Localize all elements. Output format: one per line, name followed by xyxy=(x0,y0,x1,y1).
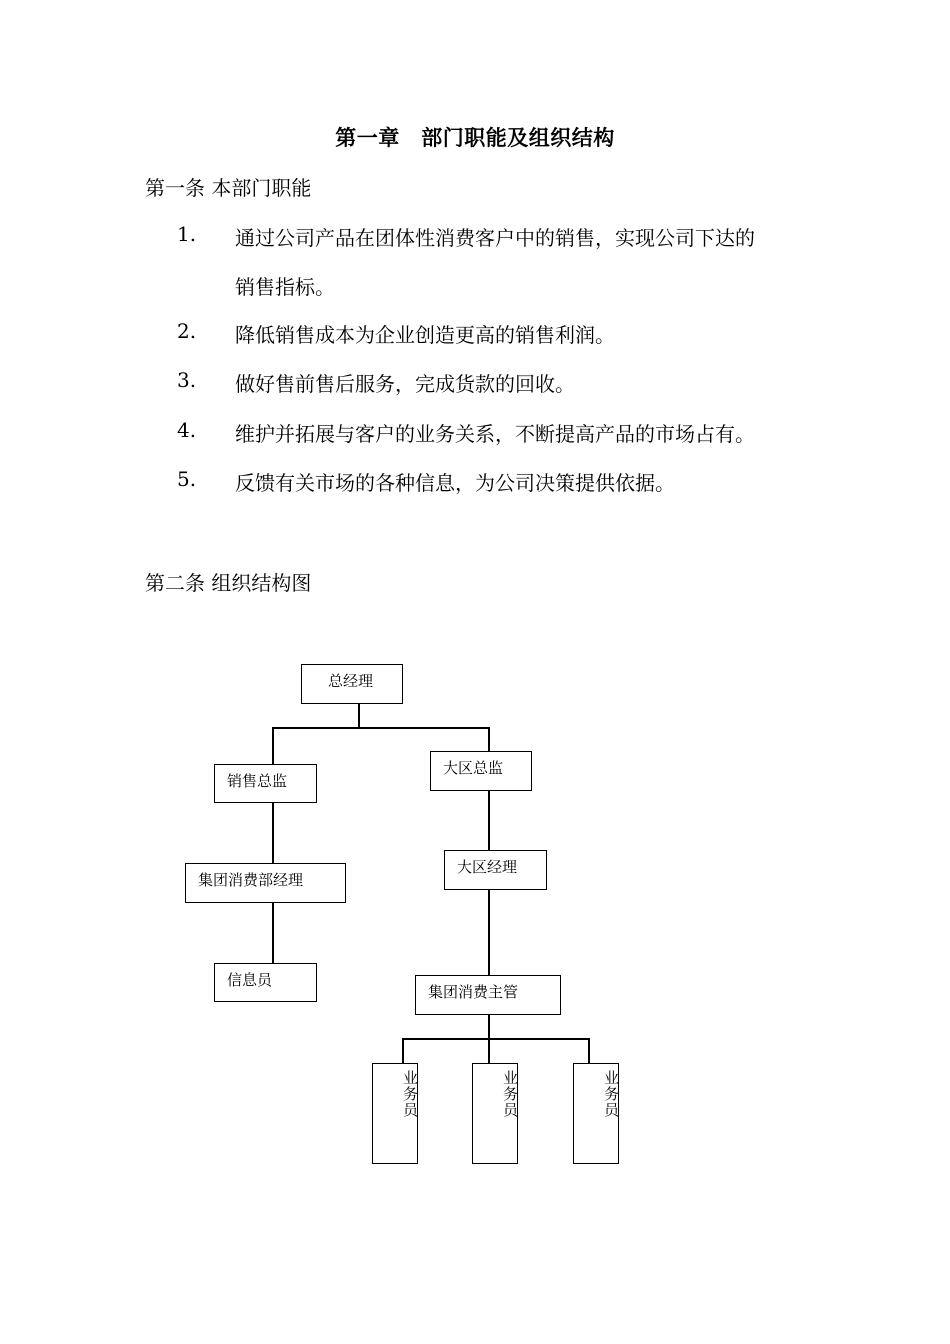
org-node-label: 业务员 xyxy=(602,1070,620,1118)
connector-line xyxy=(402,1038,404,1064)
connector-line xyxy=(358,703,360,728)
org-node-label: 业务员 xyxy=(501,1070,519,1118)
item-2-text: 降低销售成本为企业创造更高的销售利润。 xyxy=(235,323,615,347)
org-node-salesperson-3 xyxy=(573,1063,619,1164)
item-1-number: 1. xyxy=(177,222,197,246)
org-node-label: 大区总监 xyxy=(443,759,504,777)
connector-line xyxy=(272,727,274,765)
org-node-label: 集团消费部经理 xyxy=(198,871,304,889)
item-1-text: 通过公司产品在团体性消费客户中的销售，实现公司下达的 xyxy=(235,226,755,250)
connector-line xyxy=(488,790,490,851)
org-node-label: 大区经理 xyxy=(457,858,518,876)
item-5-number: 5. xyxy=(177,467,197,491)
org-node-region-director xyxy=(430,751,532,791)
org-node-label: 业务员 xyxy=(401,1070,419,1118)
item-5-text: 反馈有关市场的各种信息，为公司决策提供依据。 xyxy=(235,471,675,495)
org-node-label: 信息员 xyxy=(227,971,273,989)
connector-line xyxy=(588,1038,590,1064)
article-1-heading: 第一条 本部门职能 xyxy=(145,176,312,200)
item-4-number: 4. xyxy=(177,418,197,442)
connector-line xyxy=(488,727,490,752)
chapter-title: 第一章 部门职能及组织结构 xyxy=(335,126,615,150)
org-node-region-manager xyxy=(444,850,547,890)
item-4-text: 维护并拓展与客户的业务关系，不断提高产品的市场占有。 xyxy=(235,422,755,446)
org-node-general-manager xyxy=(301,664,403,704)
org-node-group-consumer-supervisor xyxy=(415,975,561,1015)
item-2-number: 2. xyxy=(177,319,197,343)
item-3-number: 3. xyxy=(177,368,197,392)
connector-line xyxy=(272,727,489,729)
item-1-text-continued: 销售指标。 xyxy=(235,275,335,299)
org-node-group-consumer-manager xyxy=(185,863,346,903)
item-3-text: 做好售前售后服务，完成货款的回收。 xyxy=(235,372,575,396)
connector-line xyxy=(272,802,274,864)
org-node-label: 销售总监 xyxy=(227,772,288,790)
org-node-salesperson-1 xyxy=(372,1063,418,1164)
connector-line xyxy=(488,889,490,976)
org-node-info-clerk xyxy=(214,963,317,1002)
connector-line xyxy=(272,902,274,964)
connector-line xyxy=(402,1038,589,1040)
org-node-sales-director xyxy=(214,764,317,803)
org-node-label: 总经理 xyxy=(328,672,374,690)
article-2-heading: 第二条 组织结构图 xyxy=(145,571,312,595)
org-node-salesperson-2 xyxy=(472,1063,518,1164)
org-node-label: 集团消费主管 xyxy=(428,983,519,1001)
